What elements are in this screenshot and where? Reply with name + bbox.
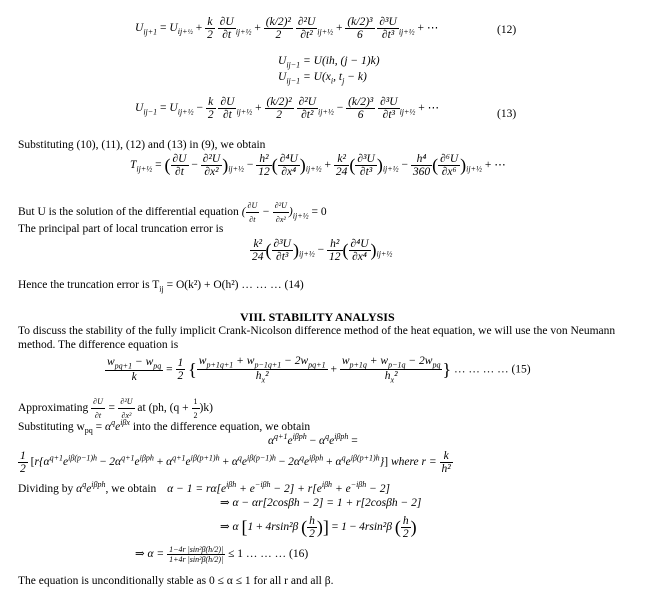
equation-div-line-2: ⇒ α − αr[2cosβh − 2] = 1 + r[2cosβh − 2] [220,497,422,509]
equation-13-number: (13) [497,108,517,120]
equation-alpha-ratio: $\alpha^{q+1}e^{i\beta ph} - \alpha^qe^{i\beta ph}$ = [268,432,358,447]
equation-12-number: (12) [497,24,517,36]
text-but-u: But U is the solution of the differential equation ( $\frac{\partial U}{\partial t}$ − $\frac{\text{∂²U}}{\text{∂x²}}$ )$_{ij+\frac{1}{2}} = 0$ [18,201,327,224]
equation-u-ij-minus-1-a: $U_{ij-1} = U(ih$, (j − 1)k) [278,55,380,70]
equation-div-line-3: ⇒ α [1 + 4rsin²β ( $\frac{h}{2}$ )] = 1 − 4rsin²β ( $\frac{h}{2}$ ) [220,515,417,540]
text-substituting-w: Substituting $w_{pq} = \alpha^qe^{i\beta x}$ into the difference equation, we obtain [18,418,311,436]
paragraph-line-2: method. The difference equation is [18,339,179,351]
equation-12: $U_{ij+1} = U_{ij+\frac{1}{2}}$ + $\frac{k}{2}$ $\frac{\partial U}{\partial t}$ $_{ij+\frac{1}{2}}$ + $\frac{\text{(k/2)²}}{2}$ $\frac{\text{∂²U}}{\text{∂t²}}$ $_{ij+\frac{1}{2}}$ + $\frac{\text{(k/2)³}}{6}$ $\frac{\text{∂³U}}{\text{∂t³}}$ $_{ij+\frac{1}{2}}$ + ⋯ [135,16,439,41]
text-approximating: Approximating $\frac{\partial U}{\partial t}$ = $\frac{\text{∂²U}}{\text{∂x²}}$ at (ph, (q + $\frac{1}{2}$ )k) [18,397,213,420]
text-dividing: Dividing by $\alpha^qe^{i\beta ph}$, we obtain $\alpha - 1 = r\alpha[e^{i\beta h} + e^{-i\beta h} - 2] + r[e^{i\beta h} + e^{-i\beta h} - 2]$ [18,480,391,495]
equation-u-ij-minus-1-b: $U_{ij-1} = U(x_i$, $t_j - k$) [278,71,367,86]
equation-16: ⇒ α = $\frac{\text{1−4r |sin²β(h/2)|}}{\text{1+4r |sin²β(h/2)|}}$ ≤ 1 … … … (16) [135,545,309,564]
equation-truncation: $T_{ij+\frac{1}{2}}$ = ( $\frac{\partial U}{\partial t}$ − $\frac{\text{∂²U}}{\text{∂x²}}$ )$_{ij+\frac{1}{2}}$ − $\frac{\text{h²}}{12}$ ( $\frac{\text{∂⁴U}}{\text{∂x⁴}}$ )$_{ij+\frac{1}{2}}$ + $\frac{\text{k²}}{24}$ ( $\frac{\text{∂³U}}{\text{∂t³}}$ )$_{ij+\frac{1}{2}}$ − $\frac{\text{h⁴}}{360}$ ( $\frac{\text{∂⁶U}}{\text{∂x⁶}}$ )$_{ij+\frac{1}{2}}$ + ⋯ [130,153,506,178]
text-conclusion: The equation is unconditionally stable as 0 ≤ α ≤ 1 for all r and all β. [18,575,334,587]
equation-13: $U_{ij-1} = U_{ij+\frac{1}{2}}$ − $\frac{k}{2}$ $\frac{\partial U}{\partial t}$ $_{ij+\frac{1}{2}}$ + $\frac{\text{(k/2)²}}{2}$ $\frac{\text{∂²U}}{\text{∂t²}}$ $_{ij+\frac{1}{2}}$ − $\frac{\text{(k/2)³}}{6}$ $\frac{\text{∂³U}}{\text{∂t³}}$ $_{ij+\frac{1}{2}}$ + ⋯ [135,96,440,121]
paragraph-line-1: To discuss the stability of the fully implicit Crank-Nicolson difference method of the heat equation, we will use the von Neumann [18,325,616,337]
text-substituting: Substituting (10), (11), (12) and (13) in (9), we obtain [18,139,266,151]
text-eq14: Hence the truncation error is $T_{ij} = O(k^2) + O(h^2)$ … … … (14) [18,279,304,294]
text-principal: The principal part of local truncation error is [18,223,224,235]
section-heading: VIII. STABILITY ANALYSIS [240,310,395,324]
equation-15: $\frac{w_{pq+1} - w_{pq}}{k}$ = $\frac{1}{2}$ { $\frac{w_{p+1q+1} + w_{p-1q+1} - 2w_{pq+1}}{h_x^2}$ + $\frac{w_{p+1q} + w_{p-1q} - 2w_{pq}}{h_x^2}$ } … … … … (15) [107,355,531,385]
equation-expansion: $\frac{1}{2}$ $[r\{\alpha^{q+1}e^{i\beta(p-1)h} - 2\alpha^{q+1}e^{i\beta ph} + \alpha^{q+1}e^{i\beta(p+1)h} + \alpha^qe^{i\beta(p-1)h} - 2\alpha^qe^{i\beta ph} + \alpha^qe^{i\beta(p+1)h}\}]$ where r = $\frac{k}{\text{h²}}$ [20,450,451,475]
equation-principal-part: $\frac{\text{k²}}{24}$ ( $\frac{\text{∂³U}}{\text{∂t³}}$ )$_{ij+\frac{1}{2}}$ − $\frac{\text{h²}}{12}$ ( $\frac{\text{∂⁴U}}{\text{∂x⁴}}$ )$_{ij+\frac{1}{2}}$ [252,238,393,263]
